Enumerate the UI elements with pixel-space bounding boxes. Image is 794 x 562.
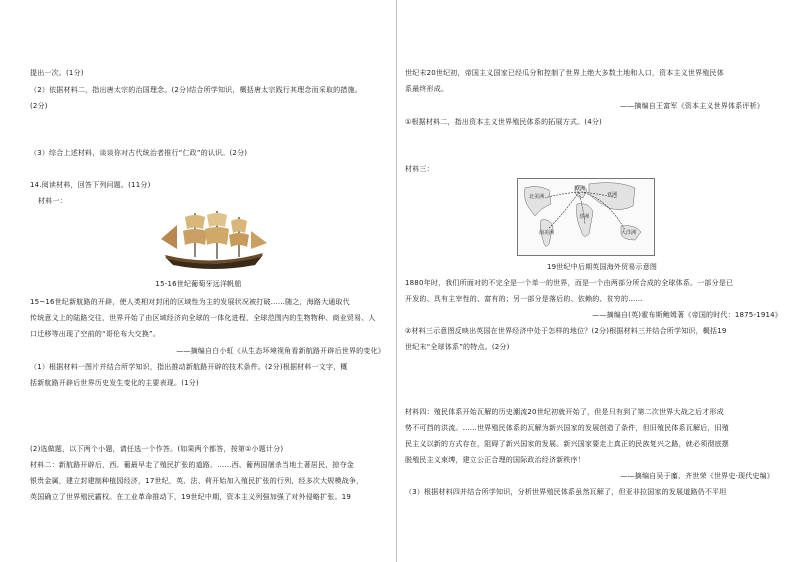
- material-2-text: 英国确立了世界殖民霸权。在工业革命推动下，19世纪中期，资本主义列强加强了对外侵略扩张。19: [30, 493, 352, 501]
- source-citation: ——摘编自吴于廑、齐世荣《世界史·现代史编》: [620, 472, 774, 480]
- question-14-2-2: 世纪末“全球体系”的特点。(2分): [405, 343, 510, 351]
- ship-caption: 15-16世纪葡萄牙远洋帆船: [155, 280, 242, 288]
- source-citation: ——摘编自白小虹《从生态环境视角看新航路开辟后世界的变化》: [176, 347, 385, 355]
- source-citation: ——摘编自(英)霍布斯鲍姆著《帝国的时代：1875-1914》: [592, 311, 782, 319]
- map-label: 南美洲: [539, 230, 555, 236]
- source-citation: ——摘编自王富军《资本主义世界体系评析》: [620, 102, 764, 110]
- material-4-text: 材料四：殖民体系开始瓦解的历史潮流20世纪初就开始了，但是只有到了第二次世界大战之后才形成: [405, 408, 724, 416]
- text-line: (2分): [30, 102, 48, 110]
- question-14-2-2: ②材料三示意图反映出英国在世界经济中处于怎样的地位？(2分)根据材料三并结合所学知识，概括19: [405, 327, 727, 335]
- material-2-text: 银贵金属，建立封建制种植园经济，17世纪，英、法、荷开始加入殖民扩张的行列，经多次大规模战争，: [30, 477, 364, 485]
- question-14-3: （3）根据材料四并结合所学知识，分析世界殖民体系虽然瓦解了，但亚非拉国家的发展道路仍不平坦: [405, 488, 727, 496]
- trade-map-image: [517, 178, 655, 256]
- question-14-2-instructions: (2)选做题，以下两个小题，请任选一个作答。(如果两个都答，按第①小题计分): [30, 445, 284, 453]
- sailing-ship-image: [155, 209, 271, 271]
- material-2-text: 世纪末20世纪初，帝国主义国家已经瓜分和控制了世界上绝大多数土地和人口，资本主义世界殖民体: [405, 69, 724, 77]
- material-3-text: 开发的、具有主宰性的、富有的；另一部分是落后的、依赖的、贫穷的……: [405, 295, 643, 303]
- map-caption: 19世纪中后期英国海外贸易示意图: [547, 263, 658, 271]
- right-column: [397, 0, 794, 562]
- map-label: 北美洲: [529, 194, 545, 200]
- material-4-text: 民主义以新的方式存在，阻碍了新兴国家的发展。新兴国家要走上真正的民族复兴之路，就必须彻底摆: [405, 440, 729, 448]
- question-3: （3）综合上述材料，谈谈你对古代统治者推行“仁政”的认识。(2分): [30, 149, 248, 157]
- material-1-label: 材料一：: [38, 197, 67, 205]
- material-4-text: 脱殖民主义束缚，建立公正合理的国际政治经济新秩序！: [405, 456, 585, 464]
- material-1-text: 口迁移等出现了空前的“哥伦布大交换”。: [30, 330, 161, 338]
- material-3-label: 材料三：: [405, 165, 434, 173]
- material-2-text: 系最终形成。: [405, 85, 449, 93]
- material-3-text: 1880年时，我们所面对的不完全是一个单一的世界，而是一个由两部分所合成的全球体系。一部分是已: [405, 279, 734, 287]
- map-label: 亚洲: [607, 192, 618, 198]
- question-2: （2）依据材料二，指出唐太宗的治国理念。(2分)结合所学知识，概括唐太宗践行其理念而采取的措施。: [30, 86, 362, 94]
- map-label: 非洲: [579, 214, 590, 220]
- question-14-1: 括新航路开辟后世界历史发生变化的主要表现。(1分): [30, 379, 199, 387]
- question-14-heading: 14.阅读材料，回答下列问题。(11分): [30, 181, 151, 189]
- question-14-2-1: ①根据材料二，指出资本主义世界殖民体系的拓展方式。(4分): [405, 118, 602, 126]
- material-2-text: 材料二：新航路开辟后，西、葡最早走了殖民扩张的道路。……西、葡两国屠杀当地土著居民，掠夺金: [30, 461, 354, 469]
- map-label: 欧洲: [575, 186, 586, 192]
- material-1-text: 15~16世纪新航路的开辟，使人类相对封闭的区域性为主的发展状况被打破……随之，海路大通取代: [30, 298, 350, 306]
- question-14-1: （1）根据材料一图片并结合所学知识，指出推动新航路开辟的技术条件。(2分)根据材料一文字，概: [30, 363, 348, 371]
- map-label: 大洋洲: [621, 230, 637, 236]
- text-line: 提出一次。(1分): [30, 69, 84, 77]
- material-1-text: 传统意义上的陆路交往，世界开始了由区域经济向全球的一体化进程，全球范围内的生物物种、商业贸易、人: [30, 314, 376, 322]
- material-4-text: 势不可挡的洪流。……世界殖民体系的瓦解为新兴国家的发展创造了条件，但旧殖民体系瓦解后，旧殖: [405, 424, 729, 432]
